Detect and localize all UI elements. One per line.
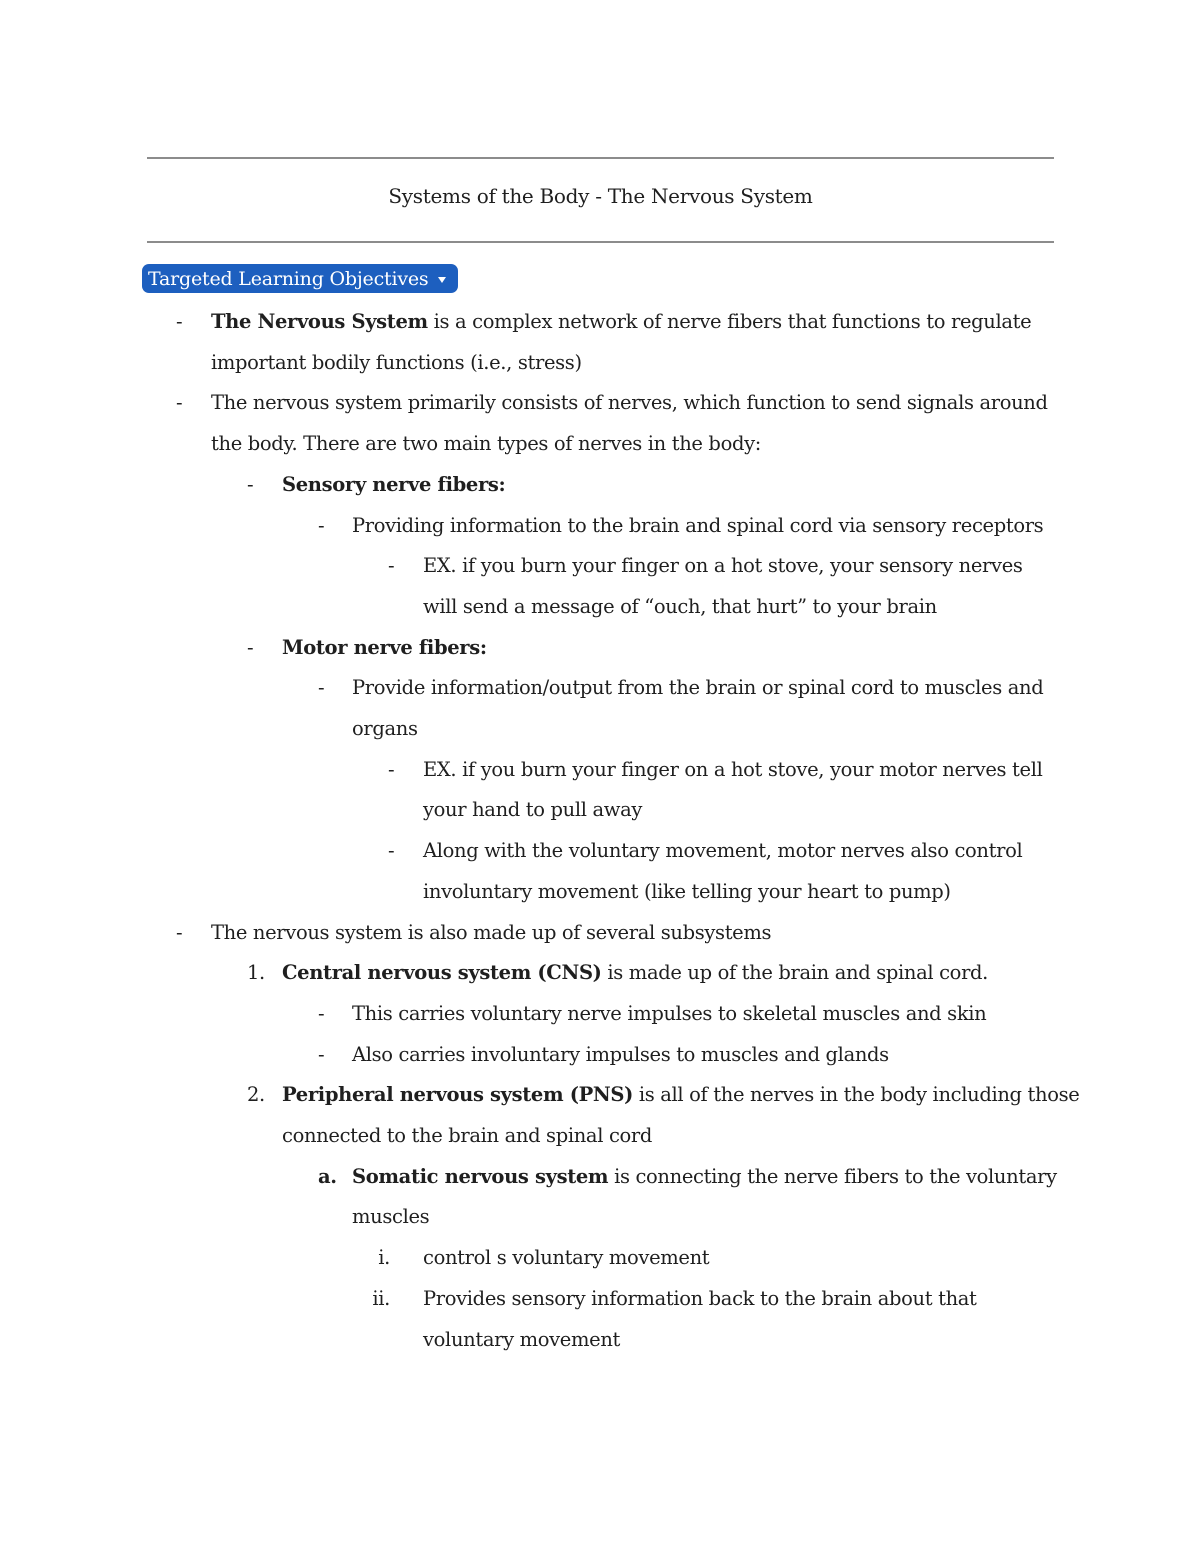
list-marker: - xyxy=(388,839,395,863)
list-marker: - xyxy=(388,757,395,781)
term-bold: The Nervous System xyxy=(211,310,428,333)
list-item-continuation xyxy=(0,709,1200,750)
document-title: Systems of the Body - The Nervous System xyxy=(388,184,813,208)
list-marker: - xyxy=(318,513,325,537)
list-marker: - xyxy=(318,1001,325,1025)
item-text: Also carries involuntary impulses to muscles and glands xyxy=(352,1042,889,1066)
learning-objectives-label: Targeted Learning Objectives xyxy=(148,267,429,290)
item-text: The nervous system is also made up of several subsystems xyxy=(211,920,772,944)
item-text: important bodily functions (i.e., stress) xyxy=(211,350,582,374)
item-text: The nervous system primarily consists of nerves, which function to send signals around xyxy=(211,391,1048,415)
item-text: Provides sensory information back to the brain about that xyxy=(423,1286,977,1310)
list-roman: ii. xyxy=(372,1286,390,1310)
numbered-item xyxy=(0,1075,1200,1116)
lettered-item xyxy=(0,1157,1200,1198)
roman-item xyxy=(0,1279,1200,1320)
list-item xyxy=(0,546,1200,587)
item-text: your hand to pull away xyxy=(423,798,643,822)
learning-objectives-dropdown[interactable] xyxy=(142,264,458,293)
list-item xyxy=(0,383,1200,424)
list-item-continuation xyxy=(0,790,1200,831)
term-bold: Peripheral nervous system (PNS) xyxy=(282,1083,633,1107)
list-item xyxy=(0,750,1200,791)
list-item-continuation xyxy=(0,343,1200,384)
list-marker: - xyxy=(318,676,325,700)
list-marker: - xyxy=(388,554,395,578)
item-text: involuntary movement (like telling your heart to pump) xyxy=(423,879,951,903)
term-bold: Central nervous system (CNS) xyxy=(282,961,602,985)
item-text: Providing information to the brain and spinal cord via sensory receptors xyxy=(352,513,1044,537)
list-marker: - xyxy=(176,391,183,415)
list-item xyxy=(0,465,1200,506)
list-number: 2. xyxy=(247,1083,265,1107)
list-item-continuation xyxy=(0,424,1200,465)
item-text: will send a message of “ouch, that hurt” to your brain xyxy=(423,594,937,618)
list-item xyxy=(0,1035,1200,1076)
item-text: organs xyxy=(352,717,418,741)
item-text: the body. There are two main types of nerves in the body: xyxy=(211,432,761,456)
item-text: EX. if you burn your finger on a hot stove, your motor nerves tell xyxy=(423,757,1043,781)
list-item-continuation xyxy=(0,1116,1200,1157)
item-text: is made up of the brain and spinal cord. xyxy=(601,961,989,985)
list-item-continuation xyxy=(0,872,1200,913)
item-text: Along with the voluntary movement, motor nerves also control xyxy=(423,839,1023,863)
list-marker: - xyxy=(318,1042,325,1066)
list-item xyxy=(0,831,1200,872)
chevron-down-icon xyxy=(438,277,446,283)
term-bold: Sensory nerve fibers: xyxy=(282,472,506,496)
item-text: is all of the nerves in the body including those xyxy=(633,1083,1080,1107)
item-text: control s voluntary movement xyxy=(423,1246,710,1270)
item-text: is connecting the nerve fibers to the voluntary xyxy=(608,1164,1057,1188)
item-text: Provide information/output from the brain or spinal cord to muscles and xyxy=(352,676,1044,700)
bottom-rule xyxy=(147,241,1054,243)
item-text: is a complex network of nerve fibers that functions to regulate xyxy=(427,310,1032,333)
numbered-item xyxy=(0,953,1200,994)
item-text: connected to the brain and spinal cord xyxy=(282,1124,653,1148)
list-letter: a. xyxy=(318,1164,337,1188)
list-number: 1. xyxy=(247,961,265,985)
list-marker: - xyxy=(247,635,254,659)
item-text: EX. if you burn your finger on a hot stove, your sensory nerves xyxy=(423,554,1023,578)
list-item-continuation xyxy=(0,1197,1200,1238)
list-item xyxy=(0,628,1200,669)
list-item-continuation xyxy=(0,1320,1200,1361)
list-item xyxy=(0,302,1200,343)
list-item xyxy=(0,994,1200,1035)
list-marker: - xyxy=(247,472,254,496)
list-marker: - xyxy=(176,310,183,333)
list-item xyxy=(0,913,1200,954)
item-text: voluntary movement xyxy=(423,1327,621,1351)
item-text: This carries voluntary nerve impulses to skeletal muscles and skin xyxy=(352,1001,987,1025)
list-item-continuation xyxy=(0,587,1200,628)
list-item xyxy=(0,668,1200,709)
top-rule xyxy=(147,157,1054,159)
list-marker: - xyxy=(176,920,183,944)
list-item xyxy=(0,506,1200,547)
list-roman: i. xyxy=(378,1246,390,1270)
document-body xyxy=(0,302,1200,1360)
roman-item xyxy=(0,1238,1200,1279)
term-bold: Motor nerve fibers: xyxy=(282,635,487,659)
term-bold: Somatic nervous system xyxy=(352,1164,609,1188)
item-text: muscles xyxy=(352,1205,430,1229)
